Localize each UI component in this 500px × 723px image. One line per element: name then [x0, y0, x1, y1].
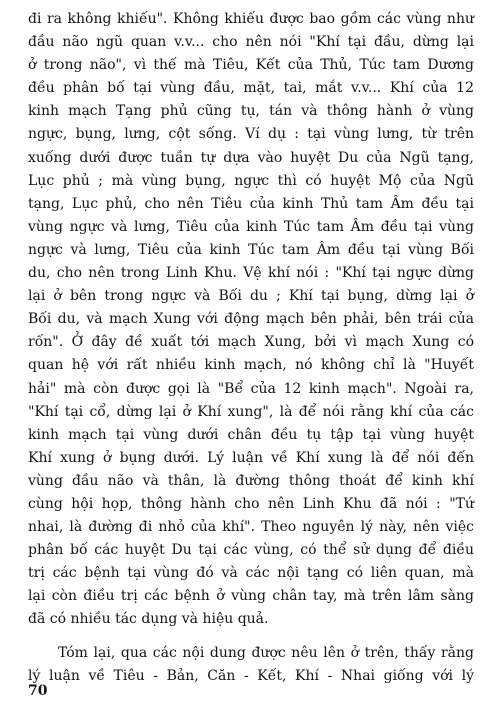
text-line: đã có nhiều tác dụng và hiệu quả.: [28, 611, 269, 628]
text-line: hải" mà còn được gọi là "Bể của 12 kinh mạch". Ngoài ra,: [28, 380, 474, 397]
text-line: ngực và lưng, Tiêu của kinh Túc tam Âm đều tại vùng Bối: [28, 241, 474, 258]
paragraph-2: [28, 642, 474, 688]
text-line: ở trong não", vì thế mà Tiêu, Kết của Thủ, Túc tam Dương: [28, 57, 474, 74]
text-line: rốn". Ở đây đề xuất tới mạch Xung, bởi vì mạch Xung có: [28, 334, 474, 351]
text-line: tạng, Lục phủ, cho nên Tiêu của kinh Thủ tam Âm đều tại: [28, 195, 474, 212]
text-line: vùng ngực và lưng, Tiêu của kinh Túc tam Âm đều tại vùng: [28, 218, 474, 235]
text-line: nhai, là đường đi nhỏ của khí". Theo nguyên lý này, nên việc: [28, 519, 474, 536]
text-line: ngực, bụng, lưng, cột sống. Ví dụ : tại vùng lưng, từ trên: [28, 126, 474, 143]
text-line: lại còn điều trị các bệnh ở vùng chân tay, mà trên lâm sàng: [28, 588, 474, 605]
text-line: trị các bệnh tại vùng đó và các nội tạng có liên quan, mà: [28, 565, 474, 582]
paragraph-spacer: [28, 632, 474, 642]
text-line: Tóm lại, qua các nội dung được nêu lên ở trên, thấy rằng: [58, 644, 474, 661]
text-line: Bối du, và mạch Xung với động mạch bên phải, bên trái của: [28, 311, 474, 328]
text-line: đi ra không khiếu". Không khiếu được bao gồm các vùng như: [28, 11, 474, 27]
text-line: đều phân bố tại vùng đầu, mặt, tai, mắt v.v... Khí của 12: [28, 80, 474, 97]
text-line: đầu não ngũ quan v.v... cho nên nói "Khí tại đầu, dừng lại: [28, 34, 474, 51]
text-line: Lục phủ ; mà vùng bụng, ngực thì có huyệt Mộ của Ngũ: [28, 172, 474, 189]
text-line: xuống dưới được tuần tự dựa vào huyệt Du của Ngũ tạng,: [28, 149, 474, 166]
page-number: 70: [28, 683, 48, 699]
text-line: phân bố các huyệt Du tại các vùng, có thể sử dụng để điều: [28, 542, 474, 559]
text-line: cùng hội họp, thông hành cho nên Linh Khu đã nói : "Tứ: [28, 495, 474, 512]
paragraph-1: [28, 8, 474, 632]
text-line: "Khí tại cổ, dừng lại ở Khí xung", là để nói rằng khí của các: [28, 403, 474, 420]
text-line: du, cho nên trong Linh Khu. Vệ khí nói : "Khí tại ngực dừng: [28, 265, 474, 282]
text-line: quan hệ với rất nhiều kinh mạch, nó không chỉ là "Huyết: [28, 357, 474, 374]
text-line: lại ở bên trong ngực và Bối du ; Khí tại bụng, dừng lại ở: [28, 288, 474, 305]
text-line: kinh mạch Tạng phủ cũng tụ, tán và thông hành ở vùng: [28, 103, 474, 120]
body-text: [28, 8, 474, 688]
text-line: kinh mạch tại vùng dưới chân đều tụ tập tại vùng huyệt: [28, 426, 474, 443]
text-line: vùng đầu não và thân, là đường thông thoát để kinh khí: [28, 472, 474, 489]
text-line: lý luận về Tiêu - Bản, Căn - Kết, Khí - Nhai giống với lý: [28, 667, 474, 684]
text-line: Khí xung ở bụng dưới. Lý luận về Khí xung là để nói đến: [28, 449, 474, 466]
